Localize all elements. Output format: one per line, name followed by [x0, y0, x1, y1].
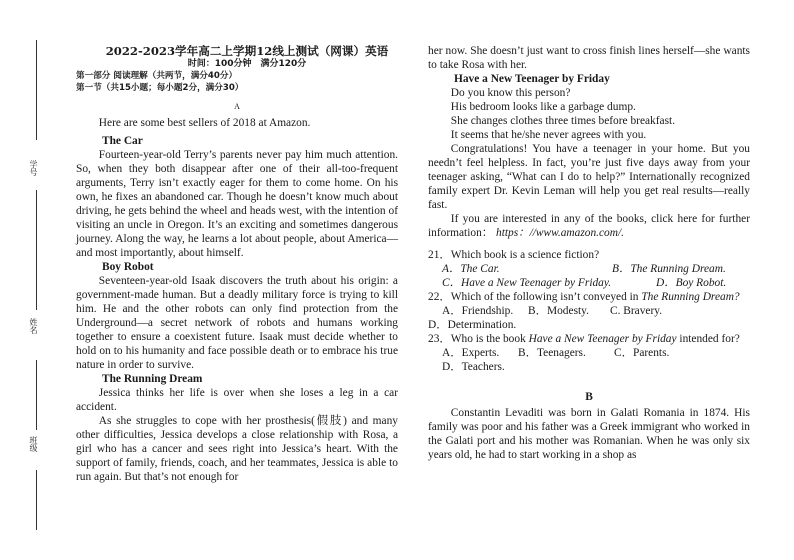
binding-line	[36, 470, 37, 530]
q21-option-b[interactable]: B．The Running Dream.	[612, 263, 726, 275]
book4-line: His bedroom looks like a garbage dump.	[450, 101, 636, 113]
q21-option-d[interactable]: D．Boy Robot.	[656, 277, 727, 289]
passage-a-letter: A	[234, 102, 240, 111]
q23-option-a[interactable]: A．Experts.	[442, 347, 500, 359]
q23-option-b[interactable]: B．Teenagers.	[518, 347, 586, 359]
question-22	[428, 290, 750, 304]
q22-option-c[interactable]: C. Bravery.	[610, 305, 663, 317]
q21-option-a[interactable]: A．The Car.	[442, 263, 500, 275]
closing-pre: If you are interested in any of the books, click here for further information：	[428, 213, 750, 239]
book3-text-3: her now. She doesn’t just want to cross finish lines herself—she wants to take Rosa with her.	[428, 45, 750, 71]
book4-title: Have a New Teenager by Friday	[454, 73, 610, 85]
right-column	[428, 44, 750, 462]
q21-option-c[interactable]: C．Have a New Teenager by Friday.	[442, 277, 612, 289]
section-heading: 第一节（共15小题；每小题2分，满分30）	[76, 83, 244, 93]
q23-stem-end: intended for?	[676, 333, 740, 345]
closing-text	[428, 212, 750, 240]
book2-title: Boy Robot	[102, 261, 154, 273]
q22-book-title: The Running Dream?	[641, 291, 740, 303]
class-label: 班级	[29, 436, 38, 452]
part-heading: 第一部分 阅读理解（共两节，满分40分）	[76, 71, 238, 81]
question-22-options	[428, 304, 750, 318]
q23-option-d[interactable]: D．Teachers.	[442, 361, 505, 373]
exam-title: 2022-2023学年高二上学期12线上测试（网课）英语	[105, 44, 389, 58]
book4-line: She changes clothes three times before breakfast.	[450, 115, 676, 127]
q23-stem: 23．Who is the book	[428, 333, 529, 345]
book2-text: Seventeen-year-old Isaak discovers the truth about his origin: a government-made human. But a deadly military force is trying to kill him. He and the other robots can only find protection from the Underground—a secret network of robots and humans working together to ensure a coexistent future. Isaak must decide whether to hold on to his humanity and face possible death or to embrace his true nature in order to survive.	[76, 275, 398, 371]
q22-stem: 22．Which of the following isn’t conveyed in	[428, 291, 642, 303]
passage-a-intro: Here are some best sellers of 2018 at Amazon.	[98, 117, 311, 129]
binding-line	[36, 360, 37, 430]
q23-book-title: Have a New Teenager by Friday	[528, 333, 677, 345]
q22-option-d[interactable]: D．Determination.	[428, 319, 517, 331]
book4-line: Do you know this person?	[450, 87, 571, 99]
question-23	[428, 332, 750, 346]
book4-line: It seems that he/she never agrees with you.	[450, 129, 647, 141]
binding-line	[36, 40, 37, 140]
time-score: 时间：100分钟 满分120分	[187, 59, 307, 69]
book4-text: Congratulations! You have a teenager in your home. But you needn’t feel helpless. In fact, you’re just five days away from your teenager asking, “What can I do to help?” Internationally recognized family expert Dr. Kevin Leman will help you get real results—really fast.	[428, 143, 750, 211]
book1-text: Fourteen-year-old Terry’s parents never pay him much attention. So, when they both disappear after one of their all-too-frequent arguments, Terry isn’t exactly eager for them to come home. On his own, he fixes an abandoned car. Though he doesn’t know much about driving, he gets behind the wheel and heads west, with the intention of visiting an uncle in Oregon. It’s an exciting and sometimes dangerous journey. Along the way, he learns a lot about people, about America—and most importantly, about himself.	[76, 149, 398, 259]
left-column	[76, 44, 398, 484]
question-21: 21．Which book is a science fiction?	[428, 249, 600, 261]
binding-line	[36, 190, 37, 310]
q22-option-a[interactable]: A．Friendship.	[442, 305, 514, 317]
binding-margin	[0, 0, 56, 560]
book3-text-1: Jessica thinks her life is over when she loses a leg in a car accident.	[76, 387, 398, 413]
q22-option-b[interactable]: B．Modesty.	[528, 305, 589, 317]
question-21-options	[428, 262, 750, 290]
amazon-link[interactable]: https：//www.amazon.com/.	[496, 227, 624, 239]
passage-b-letter: B	[585, 391, 593, 403]
student-number-label: 学号	[29, 160, 38, 176]
passage-b-text: Constantin Levaditi was born in Galati Romania in 1874. His family was poor and his father was a Greek immigrant who worked in the Galati port and his mother was Romanian. When he was only six years old, he had to start working in a shop as	[428, 407, 750, 461]
name-label: 姓名	[29, 318, 38, 334]
book3-text-2: As she struggles to cope with her prosthesis(假肢) and many other difficulties, Jessica develops a close relationship with Rosa, a girl who has a cancer and sees right into Jessica’s heart. With the support of family, friends, coach, and her teammates, Jessica is able to run again. But that’s not enough for	[76, 415, 398, 483]
book1-title: The Car	[102, 135, 143, 147]
book3-title: The Running Dream	[102, 373, 203, 385]
q23-option-c[interactable]: C．Parents.	[614, 347, 670, 359]
spacer	[428, 240, 750, 248]
question-23-options	[428, 346, 750, 374]
